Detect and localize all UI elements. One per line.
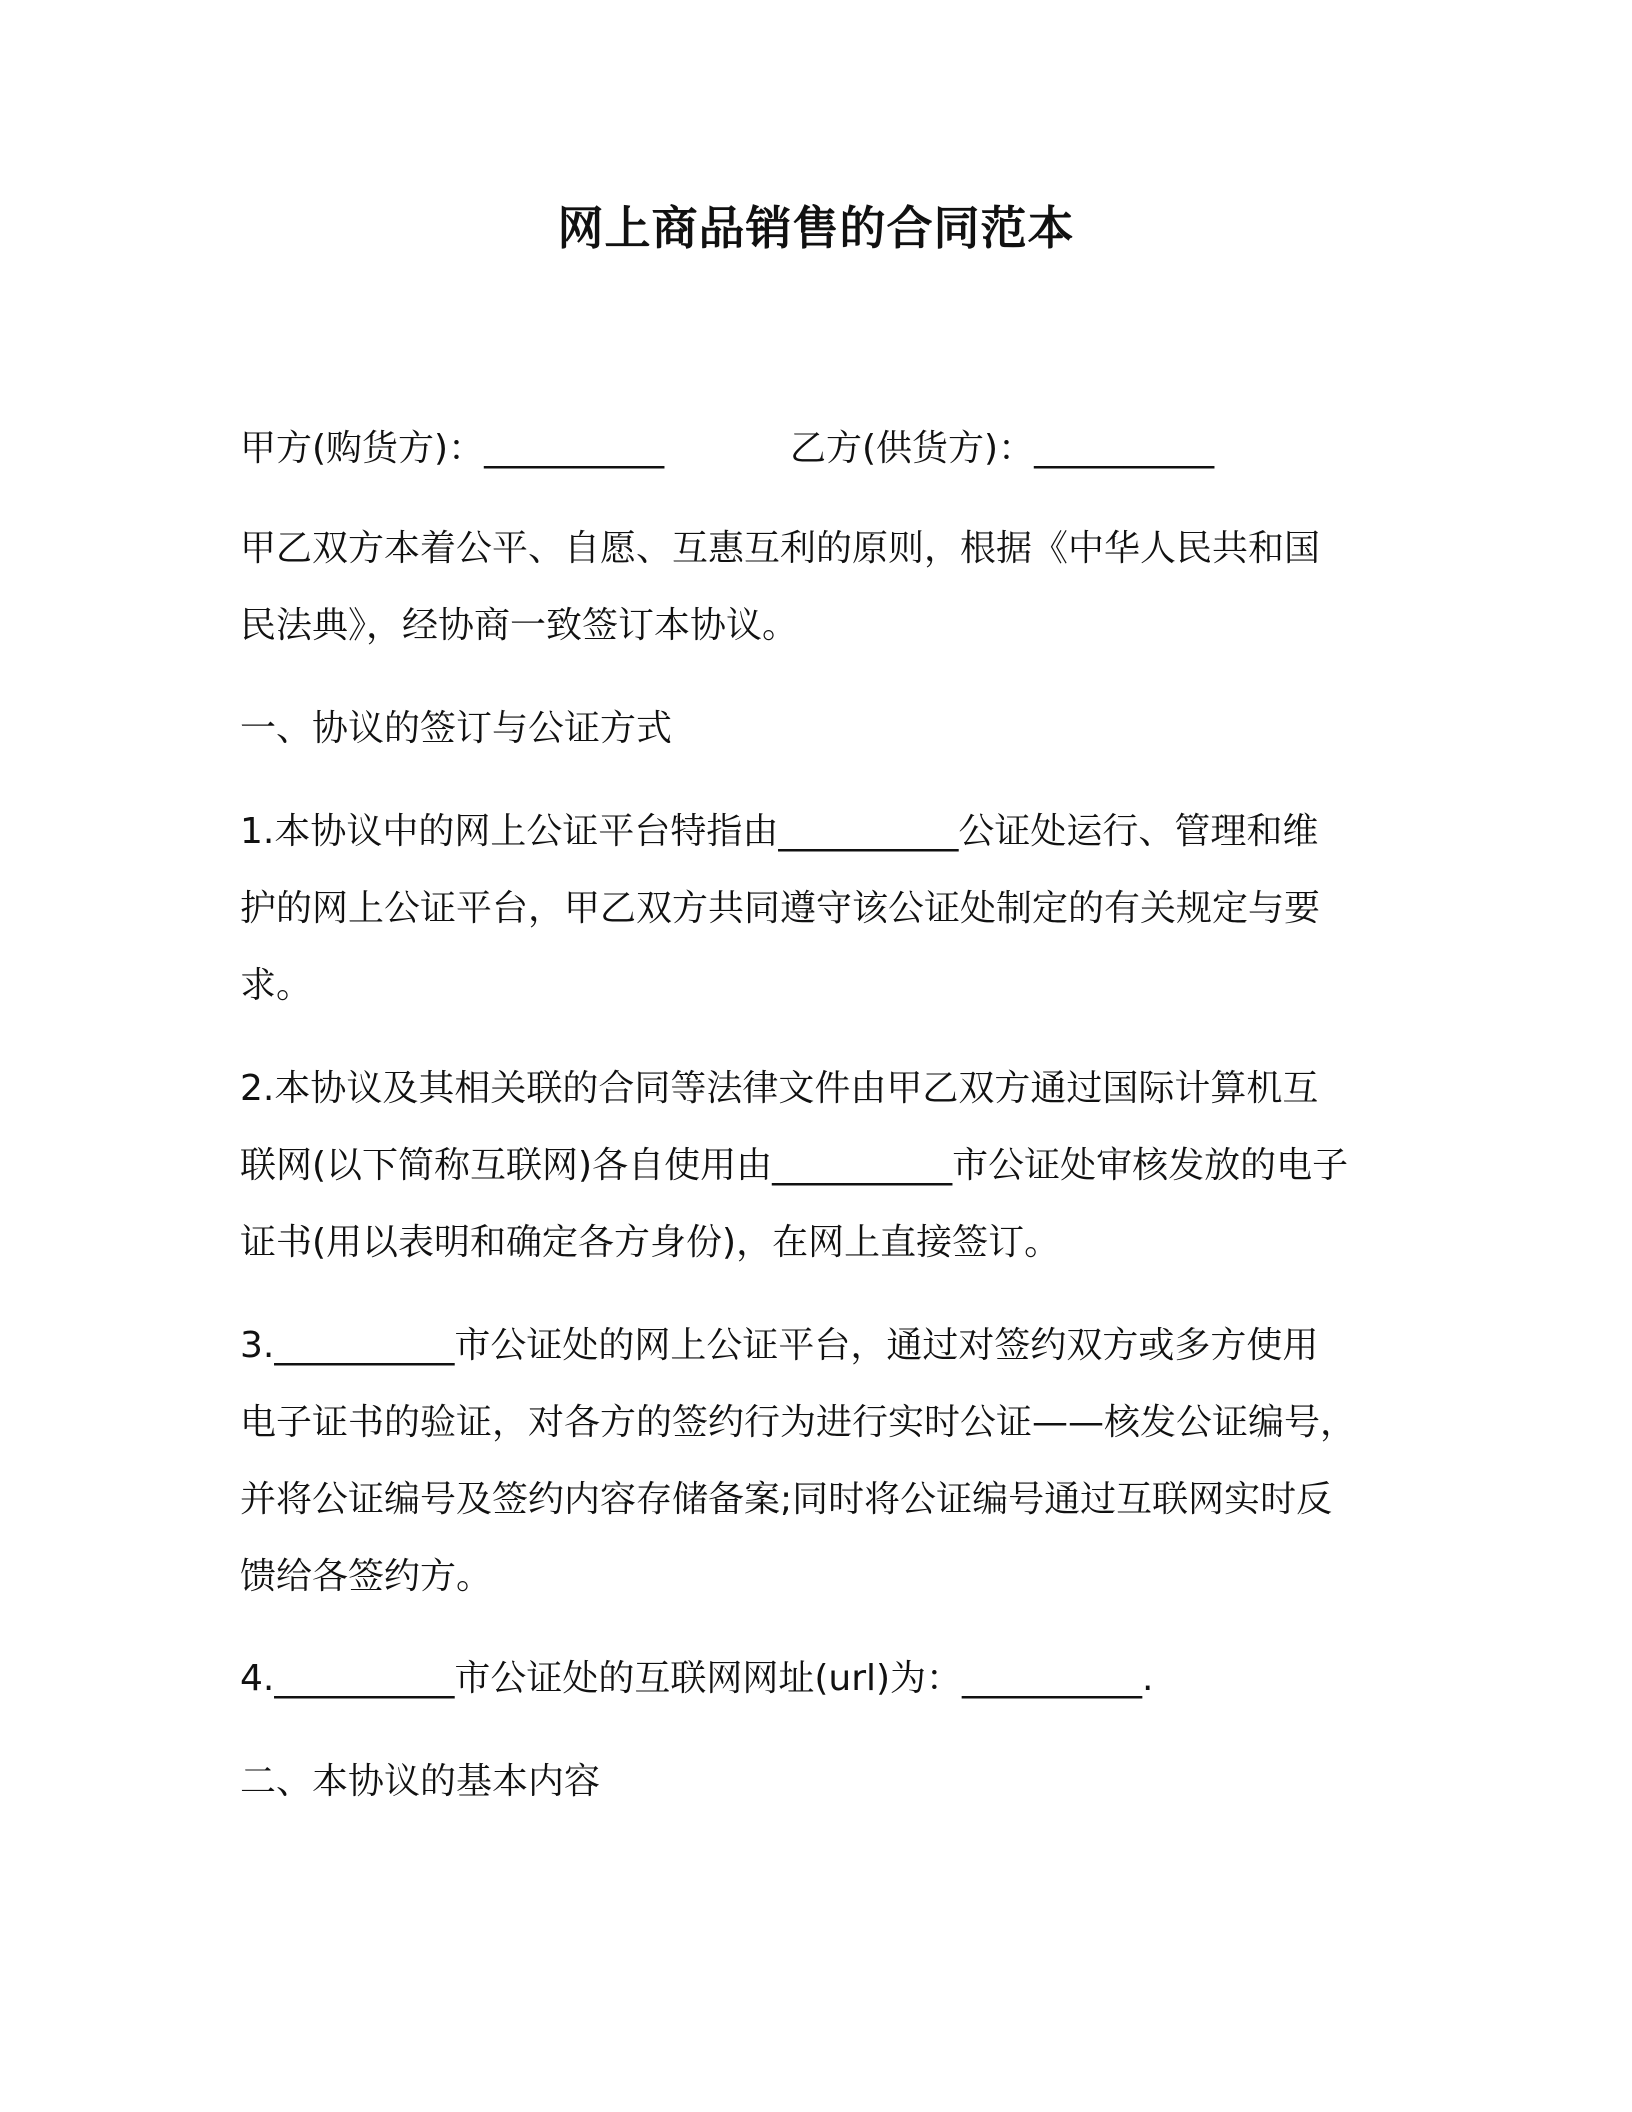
heading-text: 一、协议的签订与公证方式 <box>240 708 673 749</box>
paragraph-line: 3.__________市公证处的网上公证平台，通过对签约双方或多方使用 <box>240 1325 1319 1366</box>
section-heading-1 <box>240 690 1390 767</box>
preamble-paragraph <box>240 510 1390 664</box>
paragraph-line: 电子证书的验证，对各方的签约行为进行实时公证——核发公证编号， <box>240 1402 1357 1443</box>
paragraph-line: 联网(以下简称互联网)各自使用由__________市公证处审核发放的电子 <box>240 1145 1349 1186</box>
clause-3-paragraph <box>240 1307 1390 1615</box>
paragraph-line: 4.__________市公证处的互联网网址(url)为：__________. <box>240 1658 1154 1699</box>
party-a-line: 甲方(购货方)：__________ <box>240 428 665 469</box>
paragraph-line: 证书(用以表明和确定各方身份)，在网上直接签订。 <box>240 1222 1061 1263</box>
clause-1-paragraph <box>240 793 1390 1024</box>
paragraph-line: 馈给各签约方。 <box>240 1556 493 1597</box>
clause-4-paragraph <box>240 1640 1390 1717</box>
document-title: 网上商品销售的合同范本 <box>557 201 1075 255</box>
paragraph-line: 民法典》，经协商一致签订本协议。 <box>240 605 799 646</box>
paragraph-line: 并将公证编号及签约内容存储备案;同时将公证编号通过互联网实时反 <box>240 1479 1333 1520</box>
heading-text: 二、本协议的基本内容 <box>240 1761 601 1802</box>
paragraph-line: 1.本协议中的网上公证平台特指由__________公证处运行、管理和维 <box>240 811 1319 852</box>
paragraph-line: 求。 <box>240 965 313 1006</box>
paragraph-line: 甲乙双方本着公平、自愿、互惠互利的原则，根据《中华人民共和国 <box>240 528 1321 569</box>
party-b-line: 乙方(供货方)：__________ <box>790 428 1215 469</box>
paragraph-line: 护的网上公证平台，甲乙双方共同遵守该公证处制定的有关规定与要 <box>240 888 1321 929</box>
section-heading-2 <box>240 1743 1390 1820</box>
paragraph-line: 2.本协议及其相关联的合同等法律文件由甲乙双方通过国际计算机互 <box>240 1068 1319 1109</box>
clause-2-paragraph <box>240 1050 1390 1281</box>
